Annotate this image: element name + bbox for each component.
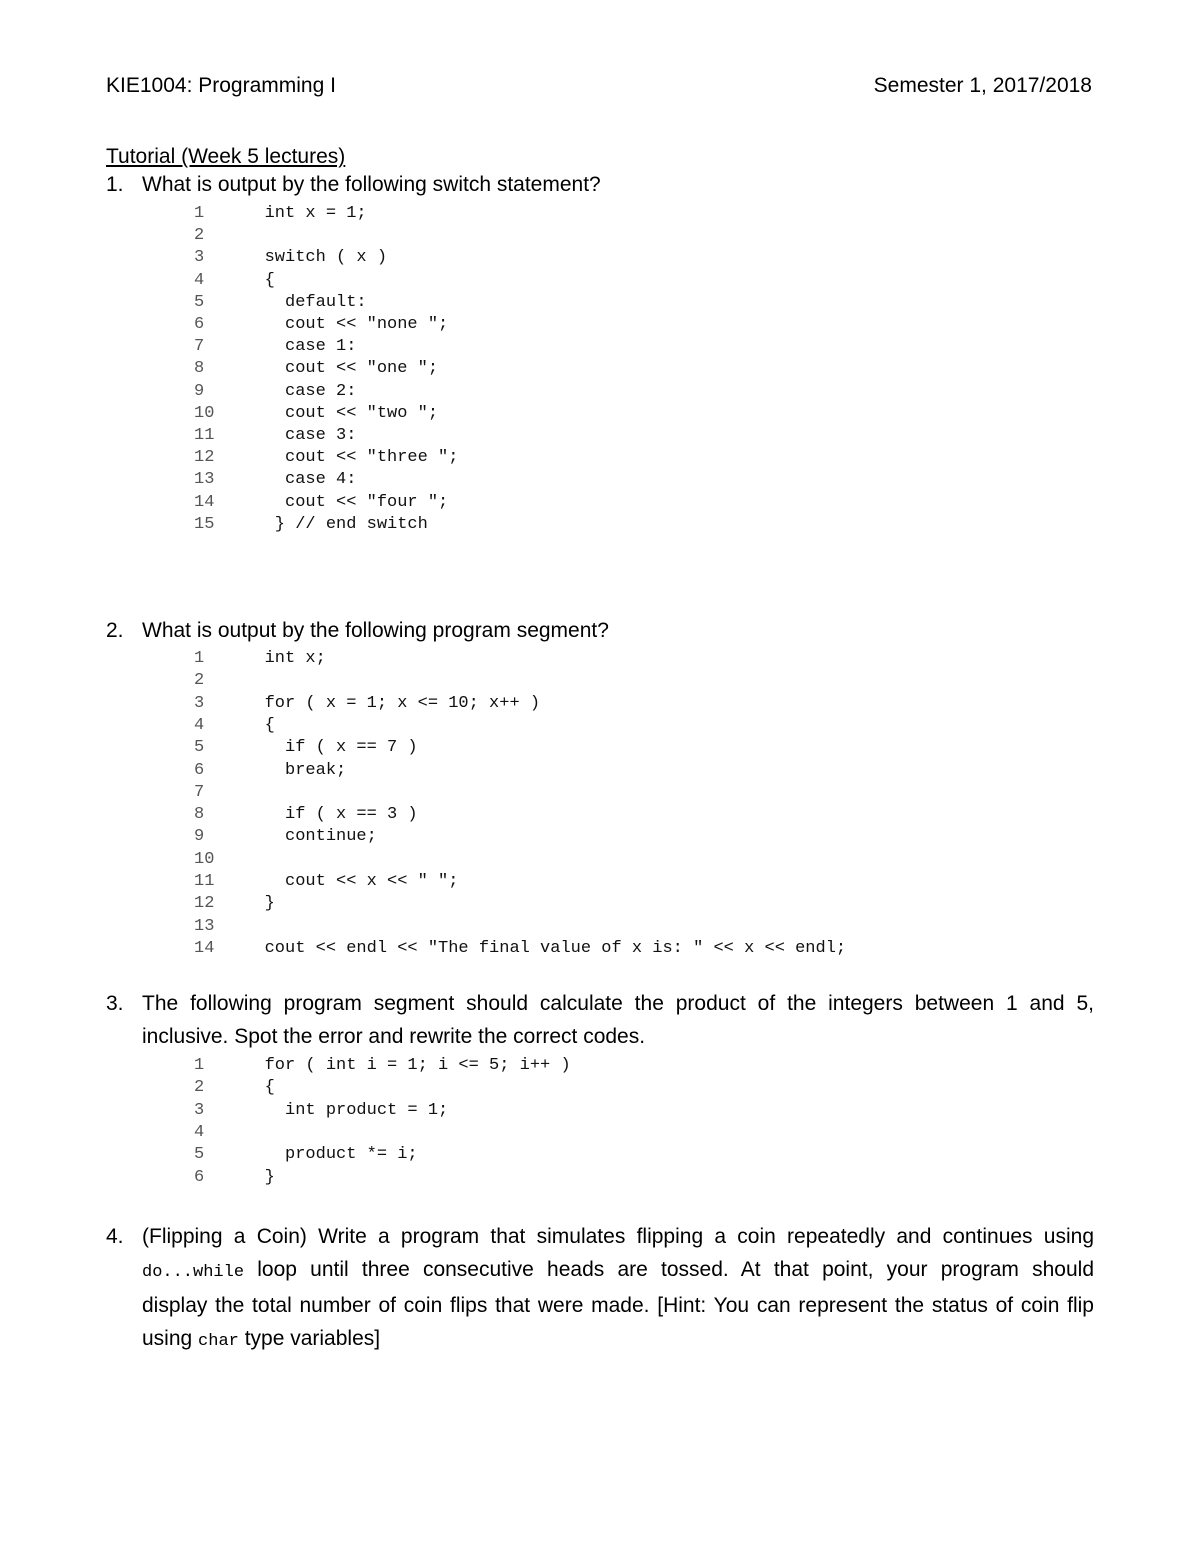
line-number: 14: [194, 938, 215, 958]
code-text: cout << x << " ";: [234, 872, 459, 891]
code-text: break;: [234, 760, 347, 780]
line-number: 11: [194, 872, 215, 891]
course-header: KIE1004: Programming I: [106, 74, 336, 97]
code-text: for ( x = 1; x <= 10; x++ ): [234, 693, 541, 713]
line-number: 2: [194, 671, 205, 691]
code-line: [194, 292, 367, 314]
question-text-fragment: type variables]: [238, 1327, 381, 1350]
line-number: 10: [194, 403, 215, 423]
code-text: switch ( x ): [234, 248, 388, 268]
code-line: [194, 1144, 418, 1166]
line-number: 5: [194, 1145, 205, 1165]
code-line: [194, 849, 234, 871]
code-text: int product = 1;: [234, 1100, 449, 1120]
line-number: 10: [194, 849, 215, 869]
code-text: product *= i;: [234, 1145, 418, 1165]
code-line: [194, 514, 428, 536]
code-line: [194, 760, 346, 782]
code-text: {: [234, 715, 275, 735]
code-text: if ( x == 7 ): [234, 738, 418, 758]
code-text: cout << endl << "The final value of x is: " << x << endl;: [234, 938, 847, 958]
code-text: for ( int i = 1; i <= 5; i++ ): [234, 1056, 571, 1075]
code-line: [194, 804, 418, 826]
code-line: [194, 670, 234, 692]
code-line: [194, 737, 418, 759]
question-3: [106, 987, 1094, 1053]
code-line: [194, 203, 367, 225]
code-text: cout << "four ";: [234, 492, 449, 512]
line-number: 4: [194, 1122, 205, 1142]
line-number: 6: [194, 315, 205, 334]
line-number: 4: [194, 270, 205, 290]
code-text: if ( x == 3 ): [234, 805, 418, 825]
line-number: 1: [194, 649, 205, 668]
line-number: 7: [194, 337, 205, 357]
line-number: 2: [194, 226, 205, 246]
question-number: 1.: [106, 173, 124, 196]
line-number: 7: [194, 782, 205, 802]
code-text: int x;: [234, 649, 326, 668]
code-text: cout << "one ";: [234, 359, 439, 379]
code-text: cout << "none ";: [234, 315, 449, 334]
line-number: 11: [194, 426, 215, 445]
code-text: case 4:: [234, 470, 357, 490]
code-line: [194, 247, 387, 269]
code-line: [194, 826, 377, 848]
question-text-line-1: The following program segment should calculate the product of the integers between 1 and 5,: [142, 992, 1094, 1015]
line-number: 13: [194, 470, 215, 490]
line-number: 12: [194, 894, 215, 914]
code-line: [194, 916, 234, 938]
code-text: case 3:: [234, 426, 357, 445]
line-number: 15: [194, 514, 215, 534]
code-text: int x = 1;: [234, 204, 367, 223]
line-number: 8: [194, 359, 205, 379]
question-text-fragment: using: [142, 1327, 199, 1350]
line-number: 13: [194, 916, 215, 936]
code-line: [194, 893, 275, 915]
code-line: [194, 871, 458, 893]
line-number: 3: [194, 693, 205, 713]
question-text-line-2: [142, 1253, 1094, 1289]
code-text: {: [234, 270, 275, 290]
code-line: [194, 403, 438, 425]
question-text-fragment: loop until three consecutive heads are tossed. At that point, your program should: [244, 1258, 1094, 1281]
inline-code-char: char: [198, 1332, 239, 1351]
question-2: [106, 614, 1094, 647]
line-number: 6: [194, 1167, 205, 1187]
code-line: [194, 1122, 234, 1144]
question-4: [106, 1220, 1094, 1358]
code-line: [194, 492, 448, 514]
code-line: [194, 1077, 275, 1099]
code-line: [194, 358, 438, 380]
question-text-line-2: inclusive. Spot the error and rewrite the correct codes.: [142, 1025, 646, 1048]
question-text: What is output by the following program segment?: [142, 619, 609, 642]
code-line: [194, 469, 356, 491]
code-line: [194, 1100, 448, 1122]
line-number: 8: [194, 805, 205, 825]
line-number: 9: [194, 381, 205, 401]
question-text-line-3: display the total number of coin flips that were made. [Hint: You can represent the status of coin flip: [142, 1294, 1094, 1317]
tutorial-title: Tutorial (Week 5 lectures): [106, 145, 346, 168]
code-text: cout << "three ";: [234, 448, 459, 468]
line-number: 14: [194, 492, 215, 512]
line-number: 6: [194, 760, 205, 780]
code-text: case 1:: [234, 337, 357, 357]
line-number: 3: [194, 248, 205, 268]
code-line: [194, 336, 356, 358]
code-text: } // end switch: [234, 514, 428, 534]
code-line: [194, 425, 356, 447]
code-line: [194, 782, 234, 804]
line-number: 2: [194, 1078, 205, 1098]
line-number: 1: [194, 1056, 205, 1075]
line-number: 4: [194, 715, 205, 735]
line-number: 12: [194, 448, 215, 468]
code-line: [194, 447, 458, 469]
question-number: 4.: [106, 1225, 124, 1248]
question-text-line-1: (Flipping a Coin) Write a program that simulates flipping a coin repeatedly and continues using: [142, 1225, 1094, 1248]
code-text: cout << "two ";: [234, 403, 439, 423]
line-number: 5: [194, 738, 205, 758]
code-line: [194, 1055, 571, 1077]
line-number: 9: [194, 827, 205, 847]
question-text-line-4: [142, 1322, 1094, 1358]
code-text: case 2:: [234, 381, 357, 401]
code-text: continue;: [234, 827, 377, 847]
line-number: 5: [194, 292, 205, 312]
code-text: }: [234, 894, 275, 914]
code-line: [194, 1167, 275, 1189]
code-line: [194, 225, 234, 247]
question-number: 3.: [106, 992, 124, 1015]
inline-code-do-while: do...while: [142, 1263, 245, 1282]
code-line: [194, 693, 540, 715]
question-text: What is output by the following switch statement?: [142, 173, 601, 196]
semester-header: Semester 1, 2017/2018: [873, 74, 1092, 97]
code-line: [194, 648, 326, 670]
code-text: default:: [234, 292, 367, 312]
code-line: [194, 314, 448, 336]
code-text: {: [234, 1078, 275, 1098]
question-number: 2.: [106, 619, 124, 642]
question-1: [106, 168, 1094, 201]
code-text: }: [234, 1167, 275, 1187]
line-number: 3: [194, 1100, 205, 1120]
line-number: 1: [194, 204, 205, 223]
code-line: [194, 270, 275, 292]
code-line: [194, 938, 846, 960]
code-line: [194, 381, 356, 403]
code-line: [194, 715, 275, 737]
